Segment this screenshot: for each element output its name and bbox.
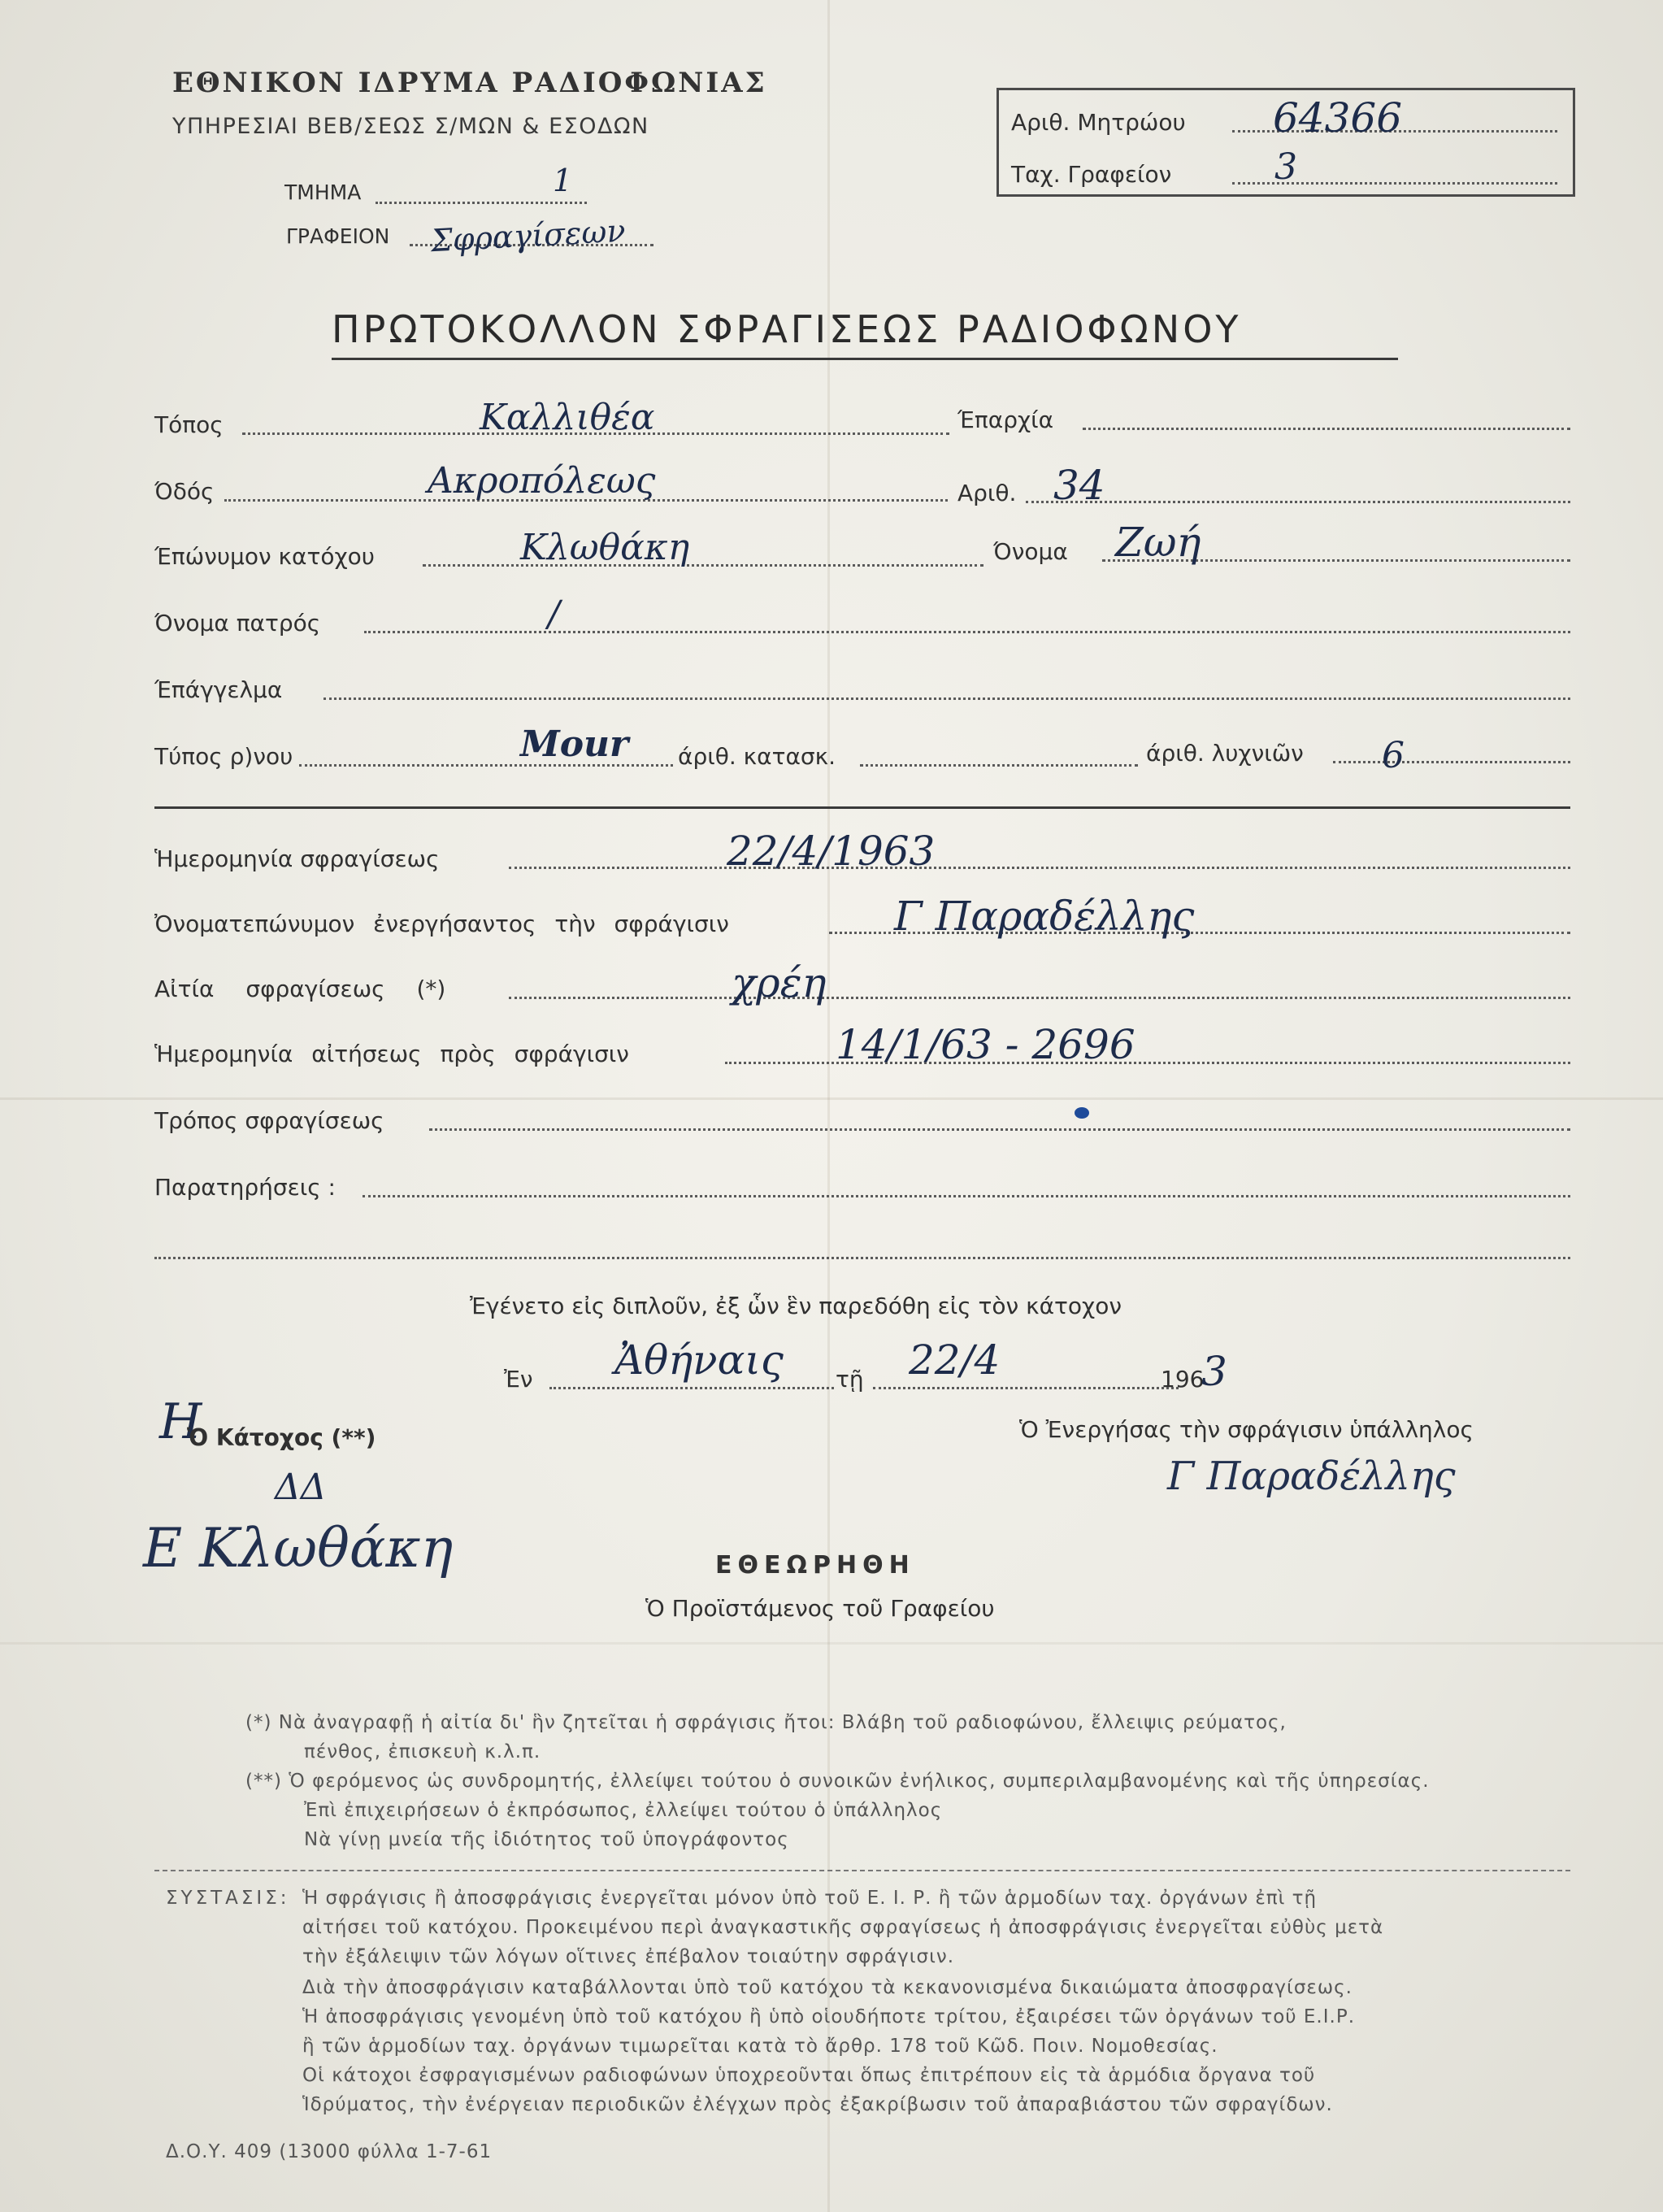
registry-number-label: Αριθ. Μητρώου <box>1011 109 1186 136</box>
seal-person-value: Γ Παραδέλλης <box>894 893 1195 940</box>
holder-label: Ὁ Κάτοχος (**) <box>187 1424 376 1451</box>
arith-label: Αριθ. <box>957 480 1017 506</box>
place-label: Ἐν <box>504 1366 533 1393</box>
document-title: ΠΡΩΤΟΚΟΛΛΟΝ ΣΦΡΑΓΙΣΕΩΣ ΡΑΔΙΟΦΩΝΟΥ <box>332 307 1242 351</box>
day-label: τῇ <box>836 1366 864 1393</box>
eparxia-label: Έπαρχία <box>957 406 1054 433</box>
post-office-value: 3 <box>1274 146 1297 188</box>
org-name: ΕΘΝΙΚΟΝ ΙΔΡΥΜΑ ΡΑΔΙΟΦΩΝΙΑΣ <box>172 67 767 99</box>
holder-signature: Ε Κλωθάκη <box>143 1517 454 1580</box>
typos-label: Τύπος ρ)νου <box>154 743 293 770</box>
request-date-value: 14/1/63 - 2696 <box>836 1021 1135 1068</box>
recommendation-divider <box>154 1870 1570 1871</box>
recommendation-label: ΣΥΣΤΑΣΙΣ: <box>166 1888 290 1909</box>
lyxnion-line <box>1333 761 1570 763</box>
viewed-stamp: ΕΘΕΩΡΗΘΗ <box>715 1551 915 1580</box>
onoma-value: Ζωή <box>1115 519 1201 566</box>
onoma-label: Όνομα <box>993 538 1068 565</box>
day-line <box>873 1387 1179 1389</box>
remarks-label: Παρατηρήσεις : <box>154 1174 336 1201</box>
lyxnion-label: άριθ. λυχνιῶν <box>1146 740 1304 767</box>
ink-blot <box>1075 1107 1089 1119</box>
grafeion-label: ΓΡΑΦΕΙΟΝ <box>286 224 390 248</box>
kataskeu-label: άριθ. κατασκ. <box>678 743 836 770</box>
tmima-label: ΤΜΗΜΑ <box>284 180 362 204</box>
odos-label: Όδός <box>154 478 215 505</box>
seal-cause-label: Αἰτία σφραγίσεως (*) <box>154 976 446 1002</box>
arith-line <box>1026 501 1570 503</box>
patros-value: / <box>548 593 560 635</box>
service-name: ΥΠΗΡΕΣΙΑΙ ΒΕΒ/ΣΕΩΣ Σ/ΜΩΝ & ΕΣΟΔΩΝ <box>172 114 649 139</box>
paper-fold-horizontal-lower <box>0 1642 1663 1645</box>
seal-method-label: Τρόπος σφραγίσεως <box>154 1107 384 1134</box>
patros-label: Όνομα πατρός <box>154 610 321 637</box>
odos-value: Ακροπόλεως <box>428 460 656 502</box>
day-value: 22/4 <box>909 1336 1001 1384</box>
arith-value: 34 <box>1053 462 1105 509</box>
footnote-1a: (*) Νὰ ἀναγραφῇ ἡ αἰτία δι' ἣν ζητεῖται ἡ σφράγισις ἤτοι: Βλάβη τοῦ ραδιοφώνου, ἔλλειψις ρεύματος, <box>245 1712 1287 1733</box>
title-underline <box>332 358 1398 360</box>
patros-line <box>364 631 1570 633</box>
duplicate-text: Ἐγένετο εἰς διπλοῦν, ἐξ ὧν ἓν παρεδόθη εἰς τὸν κάτοχον <box>470 1293 1122 1319</box>
seal-cause-value: χρέη <box>732 959 827 1006</box>
year-prefix: 196 <box>1161 1366 1205 1393</box>
employee-label: Ὁ Ἐνεργήσας τὴν σφράγισιν ὑπάλληλος <box>1019 1416 1474 1443</box>
place-line <box>549 1387 834 1389</box>
tmima-line <box>376 202 587 204</box>
place-value: Ἀθήναις <box>614 1336 784 1384</box>
holder-signature-mark: Η <box>159 1393 202 1450</box>
recommendation-line-4: Διὰ τὴν ἀποσφράγισιν καταβάλλονται ὑπὸ τοῦ κατόχου τὰ κεκανονισμένα δικαιώματα ἀποσφραγίσεως. <box>302 1977 1353 1998</box>
remarks-line-2 <box>154 1257 1570 1259</box>
footnote-2b: Ἐπὶ ἐπιχειρήσεων ὁ ἐκπρόσωπος, ἐλλείψει τούτου ὁ ὑπάλληλος <box>304 1800 943 1821</box>
supervisor-label: Ὁ Προϊστάμενος τοῦ Γραφείου <box>645 1595 995 1622</box>
footnote-1b: πένθος, ἐπισκευὴ κ.λ.π. <box>304 1741 541 1762</box>
eponymon-line <box>423 564 983 567</box>
grafeion-value: Σφραγίσεων <box>430 212 627 259</box>
footnote-2c: Νὰ γίνῃ μνεία τῆς ἰδιότητος τοῦ ὑπογράφοντος <box>304 1829 789 1850</box>
recommendation-line-5: Ἡ ἀποσφράγισις γενομένη ὑπὸ τοῦ κατόχου ἢ ὑπὸ οἱουδήποτε τρίτου, ἐξαιρέσει τῶν ὀργάνων τοῦ Ε.Ι.Ρ. <box>302 2006 1355 2027</box>
tmima-value: 1 <box>553 163 573 198</box>
section-divider <box>154 806 1570 809</box>
eparxia-line <box>1083 428 1570 430</box>
recommendation-line-3: τὴν ἐξάλειψιν τῶν λόγων οἵτινες ἐπέβαλον τοιαύτην σφράγισιν. <box>302 1946 955 1967</box>
recommendation-line-1: Ἡ σφράγισις ἢ ἀποσφράγισις ἐνεργεῖται μόνον ὑπὸ τοῦ Ε. Ι. Ρ. ἢ τῶν ἁρμοδίων ταχ. ὀργάνων ἐπὶ τῇ <box>302 1888 1318 1909</box>
request-date-label: Ἡμερομηνία αἰτήσεως πρὸς σφράγισιν <box>154 1041 629 1067</box>
recommendation-line-6: ἢ τῶν ἁρμοδίων ταχ. ὀργάνων τιμωρεῖται κατὰ τὸ ἄρθρ. 178 τοῦ Κῶδ. Ποιν. Νομοθεσίας. <box>302 2036 1218 2057</box>
topos-value: Καλλιθέα <box>480 397 655 438</box>
topos-label: Τόπος <box>154 411 224 438</box>
holder-signature-initials: ΔΔ <box>275 1467 327 1508</box>
seal-cause-line <box>509 997 1570 999</box>
paper-fold-horizontal <box>0 1097 1663 1100</box>
remarks-line-1 <box>363 1195 1570 1197</box>
registry-number-value: 64366 <box>1273 94 1403 141</box>
typos-value: Mour <box>520 724 629 765</box>
recommendation-line-8: Ἱδρύματος, τὴν ἐνέργειαν περιοδικῶν ἐλέγχων πρὸς ἐξακρίβωσιν τοῦ ἀπαραβιάστου τῶν σφραγίδων. <box>302 2094 1333 2115</box>
seal-person-label: Ὀνοματεπώνυμον ἐνεργήσαντος τὴν σφράγισιν <box>154 910 729 937</box>
seal-date-value: 22/4/1963 <box>727 828 936 875</box>
lyxnion-value: 6 <box>1382 735 1405 776</box>
eponymon-value: Κλωθάκη <box>520 527 690 568</box>
form-code: Δ.Ο.Υ. 409 (13000 φύλλα 1-7-61 <box>166 2141 493 2162</box>
post-office-label: Ταχ. Γραφείον <box>1011 161 1172 188</box>
seal-date-label: Ἡμερομηνία σφραγίσεως <box>154 845 440 872</box>
seal-date-line <box>509 867 1570 869</box>
epaggelma-label: Έπάγγελμα <box>154 676 283 703</box>
employee-signature: Γ Παραδέλλης <box>1167 1454 1456 1499</box>
footnote-2a: (**) Ὁ φερόμενος ὡς συνδρομητής, ἐλλείψει τούτου ὁ συνοικῶν ἐνήλικος, συμπεριλαμβανομένης καὶ τῆς ὑπηρεσίας. <box>245 1771 1430 1792</box>
seal-method-line <box>429 1128 1570 1131</box>
eponymon-label: Έπώνυμον κατόχου <box>154 543 375 570</box>
kataskeu-line <box>860 764 1138 767</box>
epaggelma-line <box>323 697 1570 700</box>
recommendation-line-7: Οἱ κάτοχοι ἐσφραγισμένων ραδιοφώνων ὑποχρεοῦνται ὅπως ἐπιτρέπουν εἰς τὰ ἁρμόδια ὄργανα τοῦ <box>302 2065 1316 2086</box>
year-suffix: 3 <box>1201 1348 1227 1395</box>
recommendation-line-2: αἰτήσει τοῦ κατόχου. Προκειμένου περὶ ἀναγκαστικῆς σφραγίσεως ἡ ἀποσφράγισις ἐνεργεῖται εὐθὺς μετὰ <box>302 1917 1384 1938</box>
